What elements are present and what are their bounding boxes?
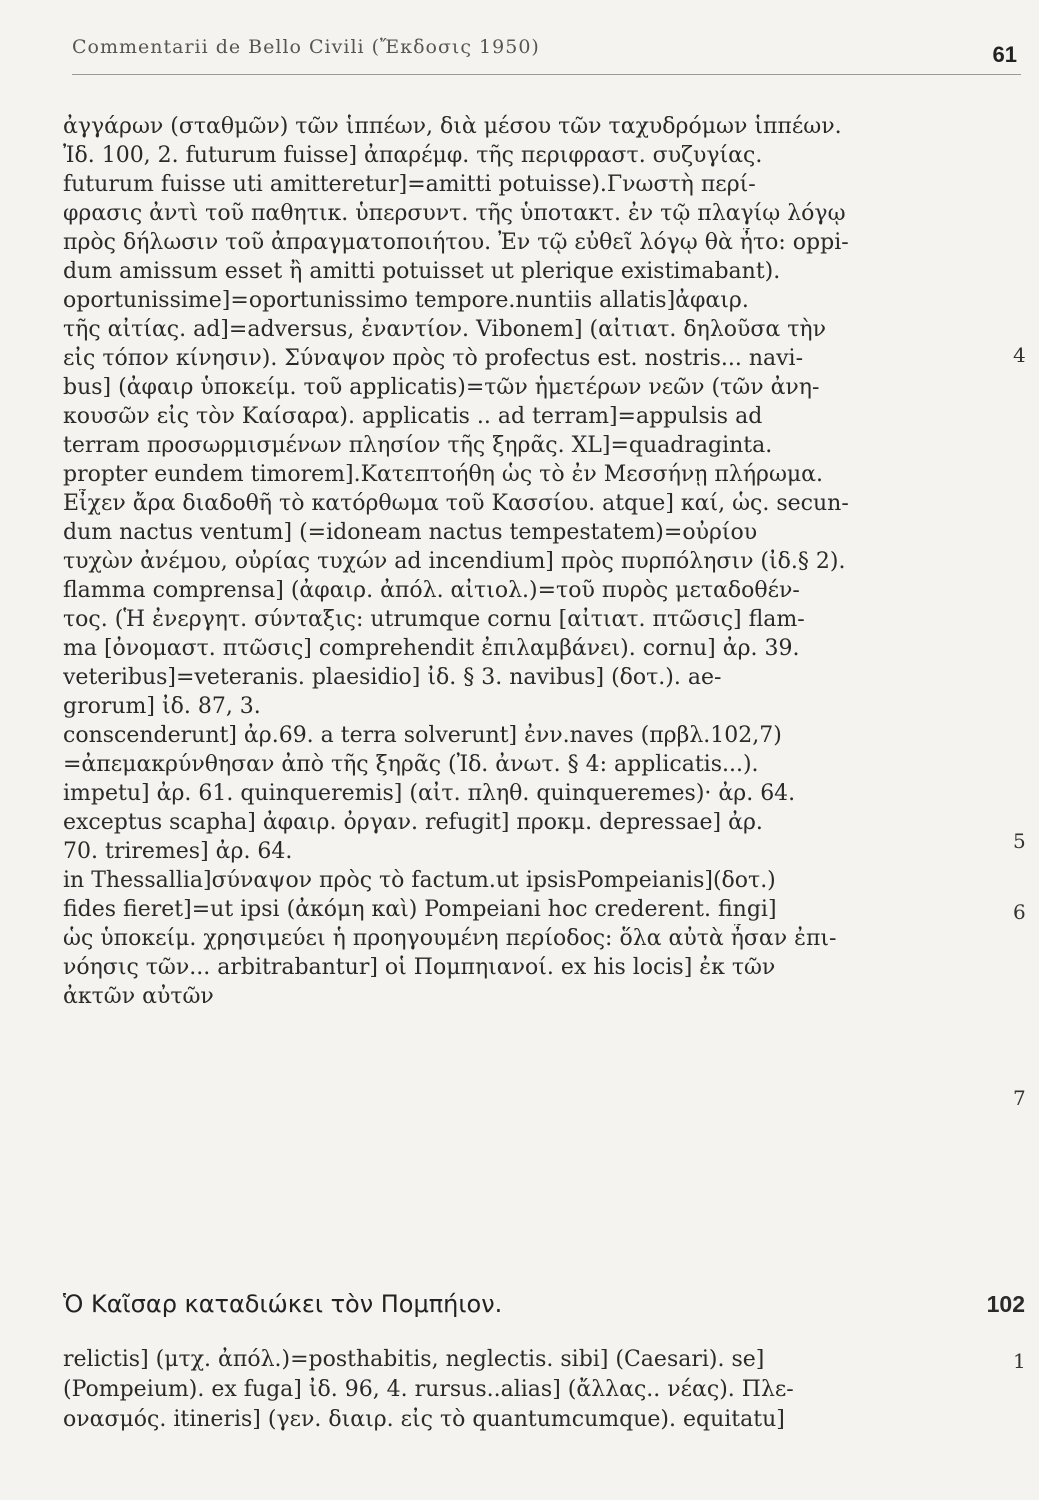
running-head-title: Commentarii de Bello Civili (Ἔκδοσις 1950) <box>72 36 540 58</box>
margin-number: 4 <box>1013 343 1026 367</box>
running-header <box>72 34 1021 75</box>
text-line: flamma comprensa] (ἀφαιρ. ἀπόλ. αἰτιολ.)=τοῦ πυρὸς μεταδοθέν- <box>63 578 800 603</box>
text-line: τῆς αἰτίας. ad]=adversus, ἐναντίον. Vibonem] (αἰτιατ. δηλοῦσα τὴν <box>63 317 826 342</box>
text-line: futurum fuisse uti amitteretur]=amitti potuisse).Γνωστὴ περί- <box>63 172 756 197</box>
text-line: relictis] (μτχ. ἀπόλ.)=posthabitis, neglectis. sibi] (Caesari). se] <box>63 1347 765 1372</box>
text-line: κουσῶν εἰς τὸν Καίσαρα). applicatis .. ad terram]=appulsis ad <box>63 404 763 429</box>
text-line: veteribus]=veteranis. plaesidio] ἰδ. § 3. navibus] (δοτ.). ae- <box>63 665 722 690</box>
margin-number: 1 <box>1013 1349 1026 1373</box>
text-line: terram προσωρμισμένων πλησίον τῆς ξηρᾶς. XL]=quadraginta. <box>63 433 773 458</box>
section-number: 102 <box>986 1291 1025 1317</box>
text-line: impetu] ἀρ. 61. quinqueremis] (αἰτ. πληθ. quinqueremes)· ἀρ. 64. <box>63 781 796 806</box>
text-line: πρὸς δήλωσιν τοῦ ἀπραγματοποιήτου. Ἐν τῷ εὐθεῖ λόγῳ θὰ ἦτο: oppi- <box>63 230 849 255</box>
text-line: εἰς τόπον κίνησιν). Σύναψον πρὸς τὸ profectus est. nostris... navi- <box>63 346 804 371</box>
commentary-text <box>63 112 956 1011</box>
text-line: φρασις ἀντὶ τοῦ παθητικ. ὑπερσυντ. τῆς ὑποτακτ. ἐν τῷ πλαγίῳ λόγῳ <box>63 201 846 226</box>
text-line: =ἀπεμακρύνθησαν ἀπὸ τῆς ξηρᾶς (Ἰδ. ἀνωτ. § 4: applicatis...). <box>63 752 759 777</box>
text-line: ονασμός. itineris] (γεν. διαιρ. εἰς τὸ quantumcumque). equitatu] <box>63 1407 785 1432</box>
text-line: fides fieret]=ut ipsi (ἀκόμη καὶ) Pompeiani hoc crederent. fingi] <box>63 897 777 922</box>
text-line: ma [ὀνομαστ. πτῶσις] comprehendit ἐπιλαμβάνει). cornu] ἀρ. 39. <box>63 636 800 661</box>
text-line: conscenderunt] ἀρ.69. a terra solverunt] ἐνν.naves (πρβλ.102,7) <box>63 723 782 748</box>
text-line: Ἰδ. 100, 2. futurum fuisse] ἀπαρέμφ. τῆς περιφραστ. συζυγίας. <box>63 143 763 168</box>
text-line: propter eundem timorem].Κατεπτοήθη ὡς τὸ ἐν Μεσσήνῃ πλήρωμα. <box>63 462 824 487</box>
page-number: 61 <box>992 42 1017 67</box>
commentary-text-2 <box>63 1345 956 1435</box>
text-line: dum nactus ventum] (=idoneam nactus tempestatem)=οὐρίου <box>63 520 758 545</box>
margin-number: 6 <box>1013 900 1026 924</box>
text-line: (Pompeium). ex fuga] ἰδ. 96, 4. rursus..alias] (ἄλλας.. νέας). Πλε- <box>63 1377 794 1402</box>
text-line: ἀκτῶν αὐτῶν <box>63 984 214 1009</box>
text-line: ὡς ὑποκείμ. χρησιμεύει ἡ προηγουμένη περίοδος: ὅλα αὐτὰ ἦσαν ἐπι- <box>63 926 837 951</box>
text-line: Εἶχεν ἄρα διαδοθῆ τὸ κατόρθωμα τοῦ Κασσίου. atque] καί, ὡς. secun- <box>63 491 849 516</box>
text-line: τυχὼν ἀνέμου, οὐρίας τυχών ad incendium] πρὸς πυρπόλησιν (ἰδ.§ 2). <box>63 549 846 574</box>
text-line: τος. (Ἡ ἐνεργητ. σύνταξις: utrumque cornu [αἰτιατ. πτῶσις] flam- <box>63 607 805 632</box>
text-line: 70. triremes] ἀρ. 64. <box>63 839 293 864</box>
text-line: exceptus scapha] ἀφαιρ. ὀργαν. refugit] προκμ. depressae] ἀρ. <box>63 810 763 835</box>
margin-number: 5 <box>1013 829 1026 853</box>
text-line: ἀγγάρων (σταθμῶν) τῶν ἱππέων, διὰ μέσου τῶν ταχυδρόμων ἱππέων. <box>63 114 842 139</box>
text-line: bus] (ἀφαιρ ὑποκείμ. τοῦ applicatis)=τῶν ἡμετέρων νεῶν (τῶν ἀνη- <box>63 375 820 400</box>
text-line: oportunissime]=oportunissimo tempore.nuntiis allatis]ἀφαιρ. <box>63 288 749 313</box>
margin-number: 7 <box>1013 1086 1026 1110</box>
text-line: dum amissum esset ἢ amitti potuisset ut plerique existimabant). <box>63 259 781 284</box>
text-line: νόησις τῶν... arbitrabantur] οἱ Πομπηιανοί. ex his locis] ἐκ τῶν <box>63 955 776 980</box>
section-heading: Ὁ Καῖσαρ καταδιώκει τὸν Πομπήιον. <box>63 1290 503 1318</box>
text-line: grorum] ἰδ. 87, 3. <box>63 694 261 719</box>
text-line: in Thessallia]σύναψον πρὸς τὸ factum.ut ipsisPompeianis](δοτ.) <box>63 868 776 893</box>
